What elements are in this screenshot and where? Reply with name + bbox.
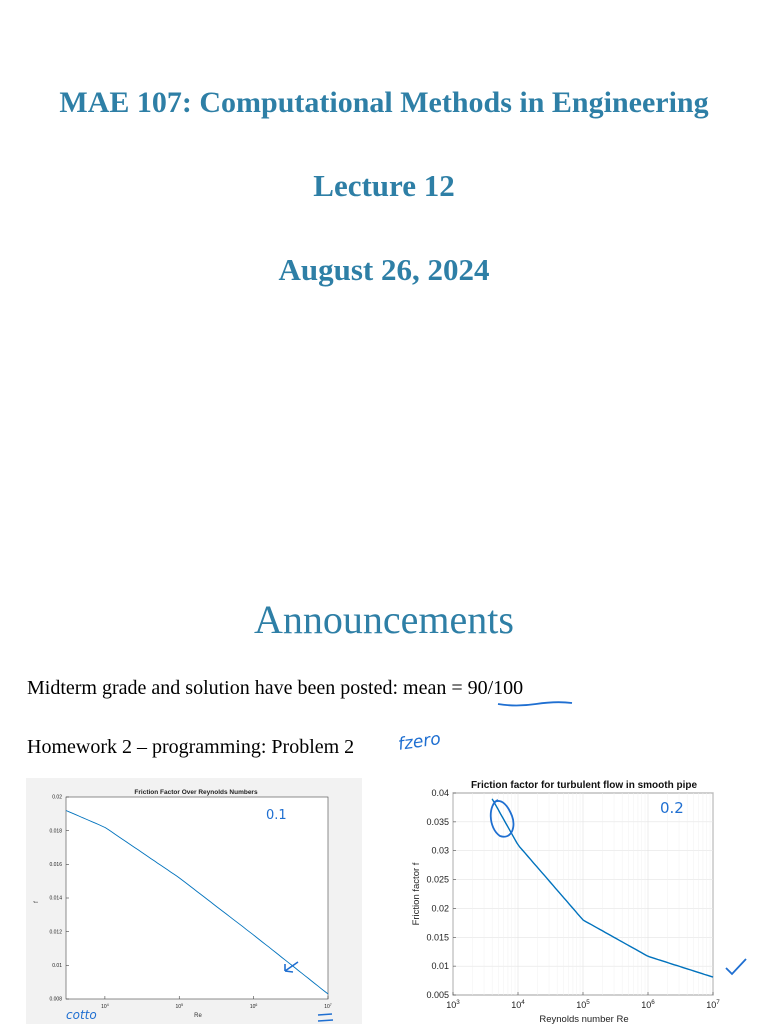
y-tick-label: 0.01 <box>52 963 62 969</box>
y-tick-label: 0.005 <box>426 990 449 1000</box>
midterm-announcement <box>27 677 523 700</box>
checkmark-annotation <box>724 956 748 978</box>
arrow-annotation <box>280 958 302 976</box>
y-tick-label: 0.012 <box>49 929 62 936</box>
y-tick-label: 0.014 <box>49 895 62 902</box>
y-tick-label: 0.018 <box>49 828 62 835</box>
score-right-annotation: 0.2 <box>660 799 684 817</box>
chart-left-ylabel: f <box>34 901 40 903</box>
midterm-text: Midterm grade and solution have been posted: mean = <box>27 677 468 699</box>
y-tick-label: 0.02 <box>52 794 62 801</box>
lecture-date: August 26, 2024 <box>278 252 490 287</box>
announcements-heading: Announcements <box>254 597 514 642</box>
homework-announcement: Homework 2 – programming: Problem 2 <box>27 736 355 758</box>
y-tick-label: 0.04 <box>431 788 449 798</box>
y-tick-label: 0.025 <box>426 874 449 885</box>
x-tick-label: $10^7$ <box>706 998 720 1010</box>
y-tick-label: 0.01 <box>431 961 449 972</box>
chart-right-ylabel: Friction factor f <box>411 862 422 926</box>
chart-left <box>26 778 362 1024</box>
y-tick-label: 0.008 <box>49 996 62 1003</box>
double-underline-annotation <box>316 1012 336 1024</box>
x-tick-label: $10^4$ <box>511 998 525 1010</box>
x-tick-label: $10^4$ <box>101 1002 109 1010</box>
x-tick-label: $10^7$ <box>324 1002 332 1010</box>
y-tick-label: 0.02 <box>431 903 449 914</box>
chart-right <box>404 776 760 1024</box>
x-tick-label: $10^5$ <box>576 998 590 1010</box>
score-left-annotation: 0.1 <box>266 808 287 823</box>
y-tick-label: 0.035 <box>426 816 449 827</box>
chart-left-title: Friction Factor Over Reynolds Numbers <box>134 789 258 796</box>
lecture-number: Lecture 12 <box>313 168 455 203</box>
circle-annotation <box>484 796 520 844</box>
x-tick-label: $10^5$ <box>175 1002 184 1010</box>
x-tick-label: $10^6$ <box>641 998 655 1010</box>
mean-underline-annotation <box>496 698 576 710</box>
chart-left-xlabel: Re <box>194 1013 202 1019</box>
x-tick-label: $10^6$ <box>249 1002 258 1010</box>
y-tick-label: 0.03 <box>431 845 449 856</box>
chart-right-xlabel: Reynolds number Re <box>539 1014 629 1024</box>
chart-right-title: Friction factor for turbulent flow in smooth pipe <box>470 780 698 791</box>
course-title: MAE 107: Computational Methods in Engineering <box>59 86 709 119</box>
cotto-annotation: cotto <box>66 1008 97 1022</box>
y-tick-label: 0.015 <box>426 932 449 943</box>
x-tick-label: $10^3$ <box>446 998 460 1010</box>
y-tick-label: 0.016 <box>49 862 62 868</box>
fzero-annotation: fzero <box>396 729 442 755</box>
midterm-mean: 90/100 <box>467 677 524 699</box>
